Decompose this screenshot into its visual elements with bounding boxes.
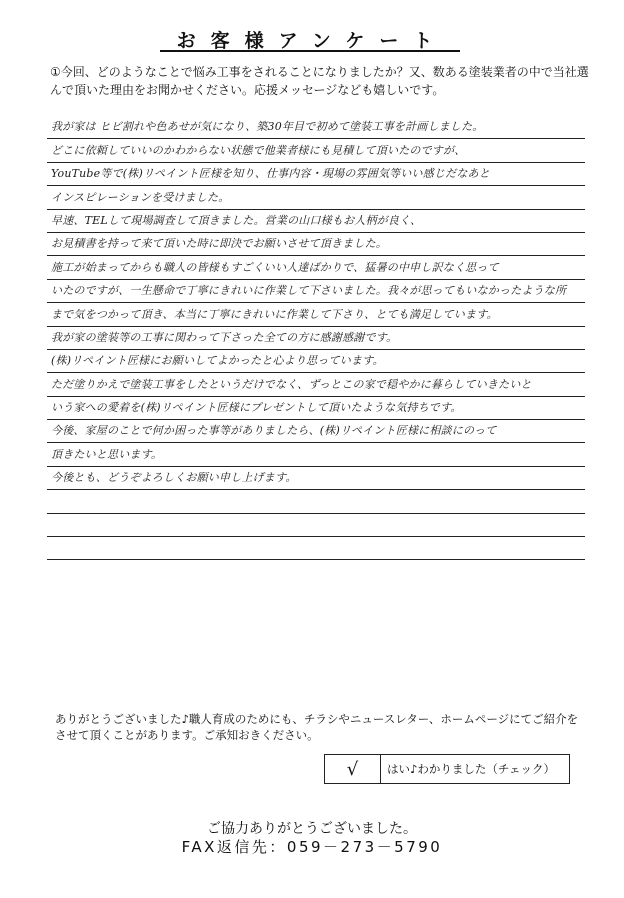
answer-line: [47, 467, 585, 490]
consent-label: はい♪わかりました（チェック）: [387, 762, 555, 776]
answer-line: [47, 443, 585, 466]
answer-line-text: 我が家の塗装等の工事に関わって下さった全ての方に感謝感謝です。: [51, 330, 398, 344]
answer-line-text: インスピレーションを受けました。: [51, 190, 230, 204]
answer-line-text: 施工が始まってからも職人の皆様もすごくいい人達ばかりで、猛暑の中申し訳なく思って: [51, 260, 499, 274]
answer-line-text: 今後、家屋のことで何か困った事等がありましたら、(株)リペイント匠様に相談にのって: [51, 424, 497, 438]
answer-line: [47, 139, 585, 162]
answer-line-text: 頂きたいと思います。: [51, 447, 163, 461]
answer-line: [47, 303, 585, 326]
page-title: お客様アンケート: [176, 30, 448, 52]
answer-line: [47, 490, 585, 513]
answer-line-text: まで気をつかって頂き、本当に丁寧にきれいに作業して下さり、とても満足しています。: [51, 307, 498, 321]
footer-note: ありがとうございました♪職人育成のためにも、チラシやニュースレター、ホームページにてご紹介をさせて頂くことがあります。ご承知おきください。: [55, 712, 579, 742]
answer-line: [47, 514, 585, 537]
answer-line-text: 我が家は ヒビ割れや色あせが気になり、築30年目で初めて塗装工事を計画しました。: [51, 120, 484, 134]
answer-line: [47, 186, 585, 209]
answer-line-text: 今後とも、どうぞよろしくお願い申し上げます。: [51, 471, 297, 485]
answer-line-text: どこに依頼していいのかわからない状態で他業者様にも見積して頂いたのですが、: [51, 143, 466, 157]
answer-line: [47, 116, 585, 139]
answer-lines: [47, 116, 585, 560]
answer-line-text: (株)リペイント匠様にお願いしてよかったと心より思っています。: [51, 354, 384, 368]
answer-line: [47, 210, 585, 233]
answer-line-text: ただ塗りかえで塗装工事をしたというだけでなく、ずっとこの家で穏やかに暮らしていきたいと: [51, 377, 532, 391]
consent-checkbox[interactable]: √: [325, 755, 381, 783]
question-text: ①今回、どのようなことで悩み工事をされることになりましたか？又、数ある塗装業者の中で当社選んで頂いた理由をお聞かせください。応援メッセージなども嬉しいです。: [50, 65, 589, 97]
answer-line-text: 早速、TELして現場調査して頂きました。営業の山口様もお人柄が良く、: [51, 213, 422, 227]
fax-number: FAX返信先：059－273－5790: [181, 838, 443, 856]
answer-line: [47, 256, 585, 279]
answer-line-text: YouTube等で(株)リペイント匠様を知り、仕事内容・現場の雰囲気等いい感じだなあと: [51, 167, 490, 181]
answer-line: [47, 537, 585, 560]
answer-line: [47, 280, 585, 303]
answer-line-text: お見積書を持って来て頂いた時に即決でお願いさせて頂きました。: [51, 237, 387, 251]
answer-line: [47, 327, 585, 350]
thanks-message: ご協力ありがとうございました。: [207, 821, 417, 837]
title-underline: [160, 50, 460, 52]
answer-line: [47, 163, 585, 186]
answer-line-text: いう家への愛着を(株)リペイント匠様にプレゼントして頂いたような気持ちです。: [51, 401, 462, 415]
answer-line: [47, 350, 585, 373]
answer-line: [47, 397, 585, 420]
answer-line: [47, 373, 585, 396]
answer-line: [47, 420, 585, 443]
consent-checkbox-row[interactable]: [324, 754, 570, 784]
answer-line: [47, 233, 585, 256]
answer-line-text: いたのですが、一生懸命で丁寧にきれいに作業して下さいました。我々が思ってもいなかったような所: [51, 284, 567, 298]
